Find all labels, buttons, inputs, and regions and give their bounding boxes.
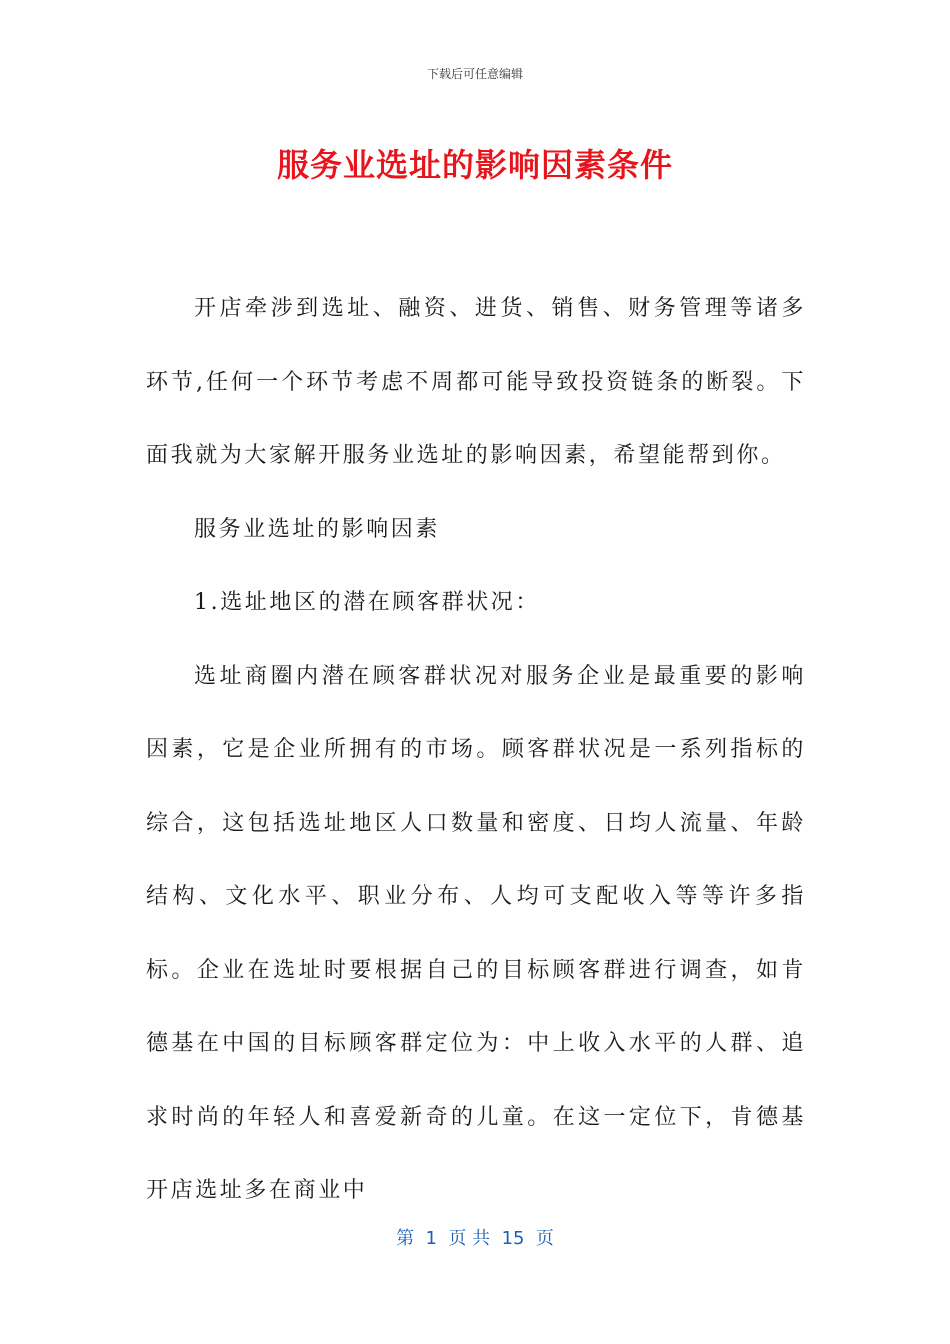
body-paragraph: 选址商圈内潜在顾客群状况对服务企业是最重要的影响因素，它是企业所拥有的市场。顾客群状况是一系列指标的综合，这包括选址地区人口数量和密度、日均人流量、年龄结构、文化水平、职业分布、人均可支配收入等等许多指标。企业在选址时要根据自己的目标顾客群进行调查，如肯德基在中国的目标顾客群定位为：中上收入水平的人群、追求时尚的年轻人和喜爱新奇的儿童。在这一定位下，肯德基开店选址多在商业中 (146, 663, 806, 1203)
subsection-heading: 1.选址地区的潜在顾客群状况： (194, 590, 540, 615)
document-title: 服务业选址的影响因素条件 (276, 146, 673, 184)
document-body (146, 272, 806, 1228)
page-number-footer: 第 1 页 共 15 页 (396, 1228, 554, 1249)
page-header: 下载后可任意编辑 (426, 67, 523, 81)
intro-paragraph: 开店牵涉到选址、融资、进货、销售、财务管理等诸多环节,任何一个环节考虑不周都可能导致投资链条的断裂。下面我就为大家解开服务业选址的影响因素，希望能帮到你。 (146, 296, 806, 468)
section-heading: 服务业选址的影响因素 (194, 516, 441, 542)
